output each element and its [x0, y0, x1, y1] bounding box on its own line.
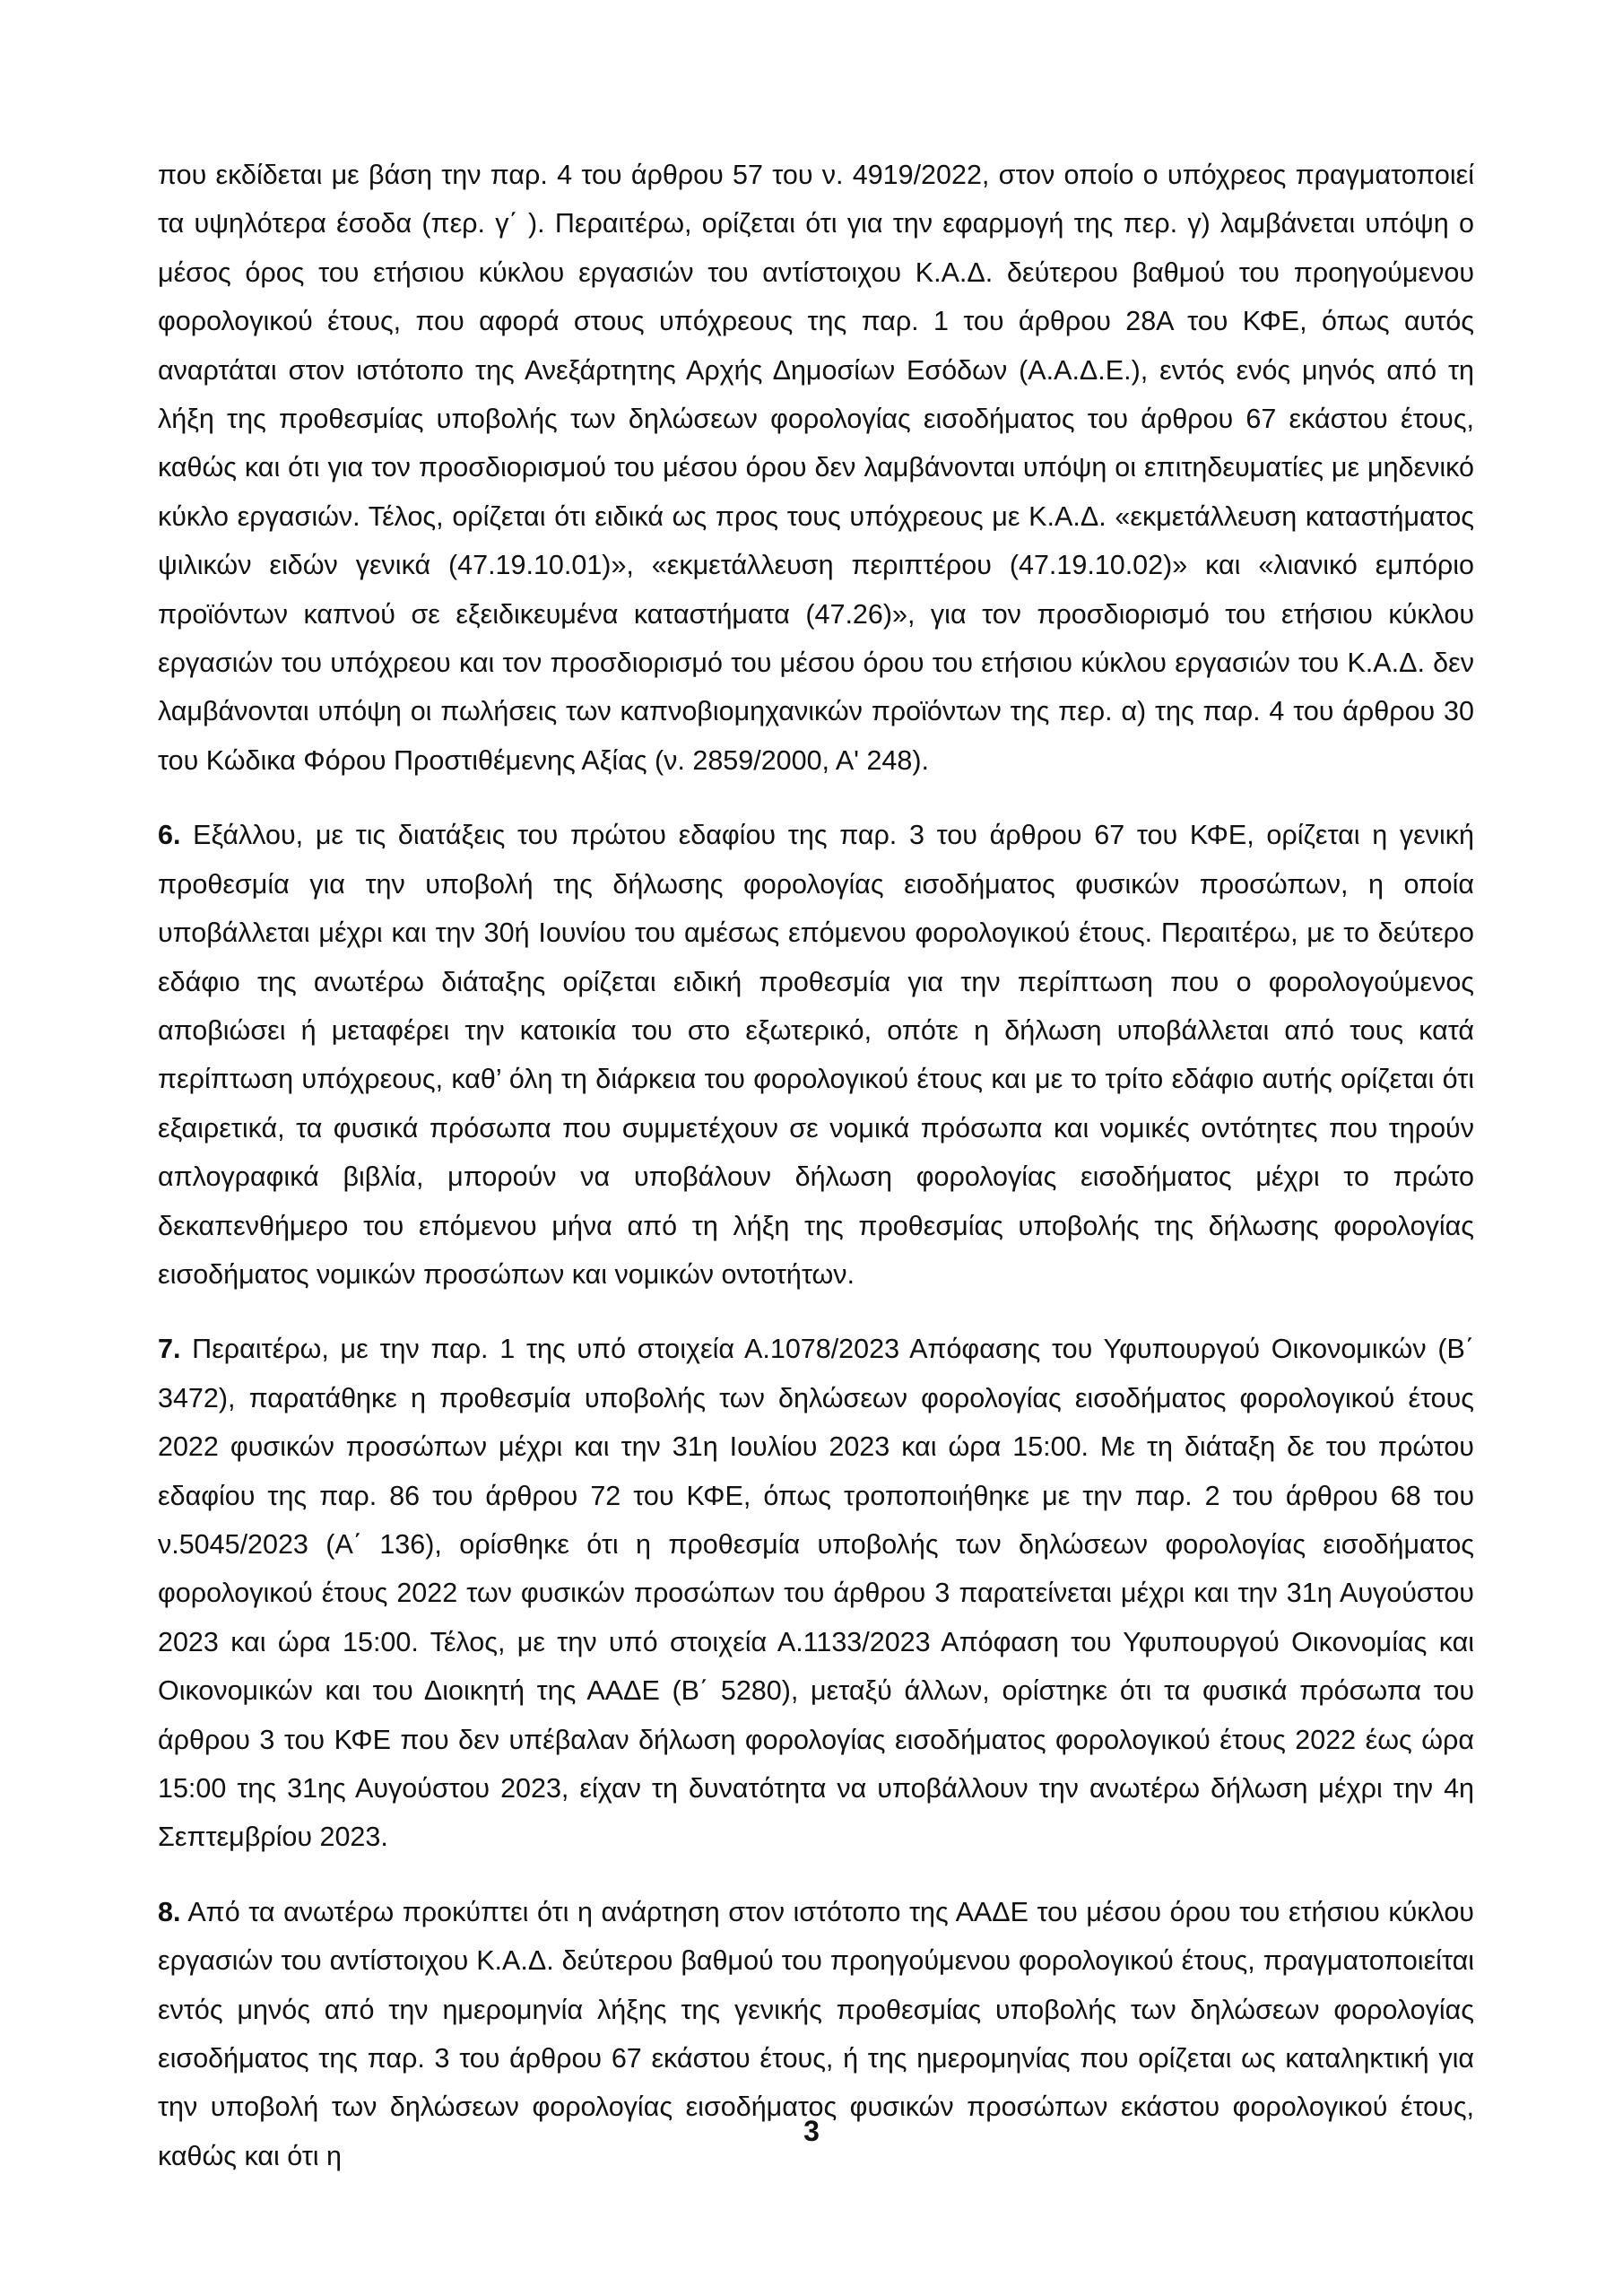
paragraph-text: που εκδίδεται με βάση την παρ. 4 του άρθρου 57 του ν. 4919/2022, στον οποίο ο υπόχρεος πραγματοποιεί τα υψηλότερα έσοδα (περ. γ΄ ). Περαιτέρω, ορίζεται ότι για την εφαρμογή της περ. γ) λαμβάνεται υπόψη ο μέσος όρος του ετήσιου κύκλου εργασιών του αντίστοιχου Κ.Α.Δ. δεύτερου βαθμού του προηγούμενου φορολογικού έτους, που αφορά στους υπόχρεους της παρ. 1 του άρθρου 28Α του ΚΦΕ, όπως αυτός αναρτάται στον ιστότοπο της Ανεξάρτητης Αρχής Δημοσίων Εσόδων (Α.Α.Δ.Ε.), εντός ενός μηνός από τη λήξη της προθεσμίας υποβολής των δηλώσεων φορολογίας εισοδήματος του άρθρου 67 εκάστου έτους, καθώς και ότι για τον προσδιορισμού του μέσου όρου δεν λαμβάνονται υπόψη οι επιτηδευματίες με μηδενικό κύκλο εργασιών. Τέλος, ορίζεται ότι ειδικά ως προς τους υπόχρεους με Κ.Α.Δ. «εκμετάλλευση καταστήματος ψιλικών ειδών γενικά (47.19.10.01)», «εκμετάλλευση περιπτέρου (47.19.10.02)» και «λιανικό εμπόριο προϊόντων καπνού σε εξειδικευμένα καταστήματα (47.26)», για τον προσδιορισμό του ετήσιου κύκλου εργασιών του υπόχρεου και τον προσδιορισμό του μέσου όρου του ετήσιου κύκλου εργασιών του Κ.Α.Δ. δεν λαμβάνονται υπόψη οι πωλήσεις των καπνοβιομηχανικών προϊόντων της περ. α) της παρ. 4 του άρθρου 30 του Κώδικα Φόρου Προστιθέμενης Αξίας (ν. 2859/2000, Α' 248).	[158, 160, 1474, 776]
paragraph-text: Από τα ανωτέρω προκύπτει ότι η ανάρτηση στον ιστότοπο της ΑΑΔΕ του μέσου όρου του ετήσιου κύκλου εργασιών του αντίστοιχου Κ.Α.Δ. δεύτερου βαθμού του προηγούμενου φορολογικού έτους, πραγματοποιείται εντός μηνός από την ημερομηνία λήξης της γενικής προθεσμίας υποβολής των δηλώσεων φορολογίας εισοδήματος της παρ. 3 του άρθρου 67 εκάστου έτους, ή της ημερομηνίας που ορίζεται ως καταληκτική για την υποβολή των δηλώσεων φορολογίας εισοδήματος φυσικών προσώπων εκάστου φορολογικού έτους, καθώς και ότι η	[158, 1896, 1474, 2171]
paragraph-continuation	[158, 151, 1474, 785]
paragraph-number: 7.	[158, 1334, 181, 1365]
page-number: 3	[803, 2115, 820, 2147]
paragraph-7	[158, 1325, 1474, 1861]
paragraph-6	[158, 811, 1474, 1299]
document-page	[158, 151, 1474, 2180]
paragraph-text: Εξάλλου, με τις διατάξεις του πρώτου εδαφίου της παρ. 3 του άρθρου 67 του ΚΦΕ, ορίζεται η γενική προθεσμία για την υποβολή της δήλωσης φορολογίας εισοδήματος φυσικών προσώπων, η οποία υποβάλλεται μέχρι και την 30ή Ιουνίου του αμέσως επόμενου φορολογικού έτους. Περαιτέρω, με το δεύτερο εδάφιο της ανωτέρω διάταξης ορίζεται ειδική προθεσμία για την περίπτωση που ο φορολογούμενος αποβιώσει ή μεταφέρει την κατοικία του στο εξωτερικό, οπότε η δήλωση υποβάλλεται από τους κατά περίπτωση υπόχρεους, καθ’ όλη τη διάρκεια του φορολογικού έτους και με το τρίτο εδάφιο αυτής ορίζεται ότι εξαιρετικά, τα φυσικά πρόσωπα που συμμετέχουν σε νομικά πρόσωπα και νομικές οντότητες που τηρούν απλογραφικά βιβλία, μπορούν να υποβάλουν δήλωση φορολογίας εισοδήματος μέχρι το πρώτο δεκαπενθήμερο του επόμενου μήνα από τη λήξη της προθεσμίας υποβολής της δήλωσης φορολογίας εισοδήματος νομικών προσώπων και νομικών οντοτήτων.	[158, 820, 1474, 1290]
paragraph-number: 6.	[158, 820, 181, 851]
paragraph-number: 8.	[158, 1896, 181, 1927]
paragraph-text: Περαιτέρω, με την παρ. 1 της υπό στοιχεία Α.1078/2023 Απόφασης του Υφυπουργού Οικονομικών (Β΄ 3472), παρατάθηκε η προθεσμία υποβολής των δηλώσεων φορολογίας εισοδήματος φορολογικού έτους 2022 φυσικών προσώπων μέχρι και την 31η Ιουλίου 2023 και ώρα 15:00. Με τη διάταξη δε του πρώτου εδαφίου της παρ. 86 του άρθρου 72 του ΚΦΕ, όπως τροποποιήθηκε με την παρ. 2 του άρθρου 68 του ν.5045/2023 (Α΄ 136), ορίσθηκε ότι η προθεσμία υποβολής των δηλώσεων φορολογίας εισοδήματος φορολογικού έτους 2022 των φυσικών προσώπων του άρθρου 3 παρατείνεται μέχρι και την 31η Αυγούστου 2023 και ώρα 15:00. Τέλος, με την υπό στοιχεία Α.1133/2023 Απόφαση του Υφυπουργού Οικονομίας και Οικονομικών και του Διοικητή της ΑΑΔΕ (Β΄ 5280), μεταξύ άλλων, ορίστηκε ότι τα φυσικά πρόσωπα του άρθρου 3 του ΚΦΕ που δεν υπέβαλαν δήλωση φορολογίας εισοδήματος φορολογικού έτους 2022 έως ώρα 15:00 της 31ης Αυγούστου 2023, είχαν τη δυνατότητα να υποβάλλουν την ανωτέρω δήλωση μέχρι την 4η Σεπτεμβρίου 2023.	[158, 1334, 1474, 1853]
